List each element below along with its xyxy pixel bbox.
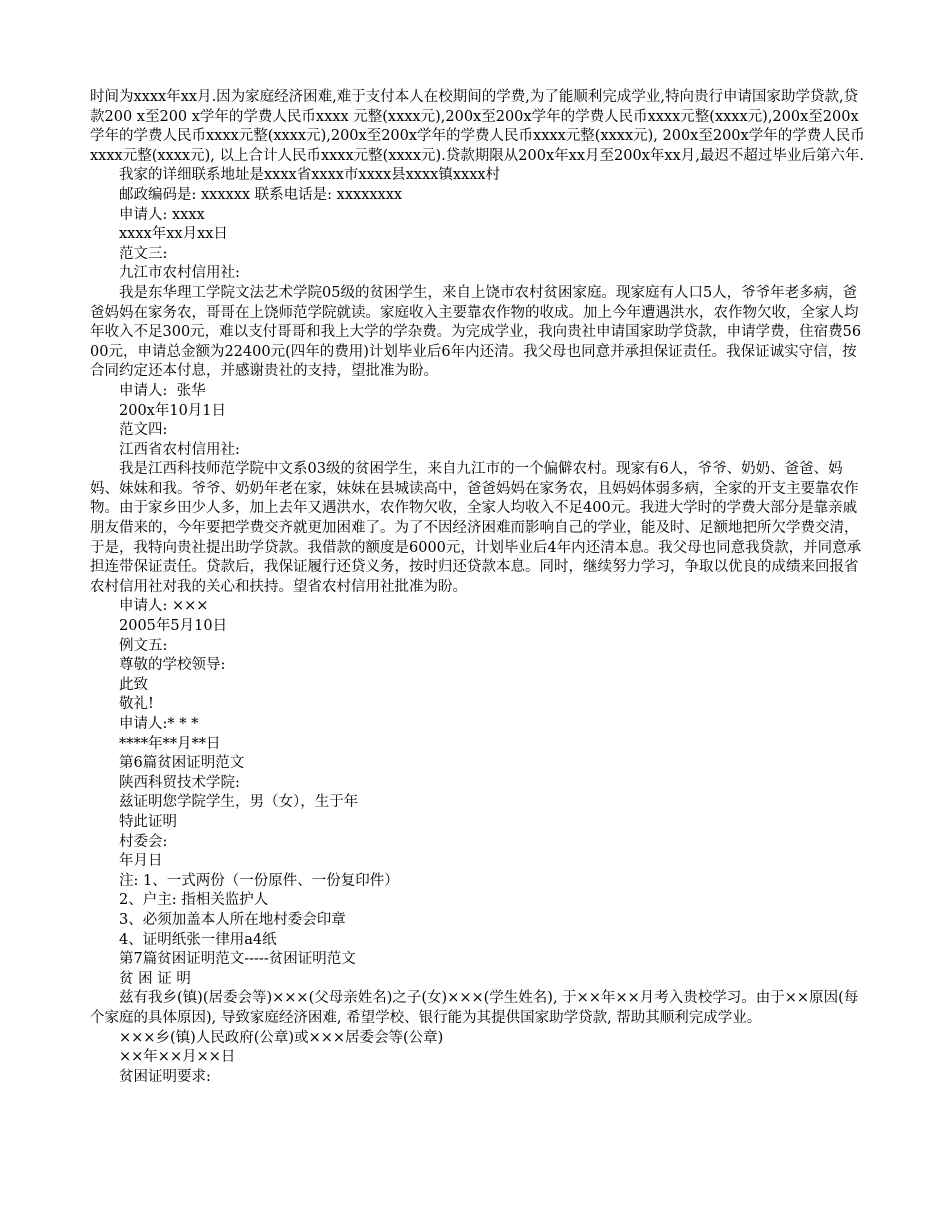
note-line: 2、户主: 指相关监护人 [119,892,269,909]
section-heading-sample-4: 范文四: [119,422,168,439]
paragraph-loan-terms: 时间为xxxx年xx月.因为家庭经济困难,难于支付本人在校期间的学费,为了能顺利完成学业,特向贵行申请国家助学贷款,贷款200 x至200 x学年的学费人民币xxxx 元整(xxxx元),200x至200x学年的学费人民币xxxx元整(xxxx元),200x至200x学年的学费人民币xxxx元整(xxxx元),200x至200x学年的学费人民币xxxx元整(xxxx元), 200x至200x学年的学费人民币xxxx元整(xxxx元), 以上合计人民币xxxx元整(xxxx元).贷款期限从200x年xx月至200x年xx月,最迟不超过毕业后第六年. [90,89,865,164]
section-heading-article-7: 第7篇贫困证明范文-----贫困证明范文 [119,951,356,968]
section-heading-sample-5: 例文五: [119,637,168,654]
applicant-line: 申请人: xxxx [119,206,205,223]
date-line: ****年**月**日 [119,735,221,752]
applicant-line: 申请人:* * * [119,716,199,732]
salutation-jiujiang: 九江市农村信用社: [119,265,240,282]
paragraph-sample-3-body: 我是东华理工学院文法艺术学院05级的贫困学生，来自上饶市农村贫困家庭。现家庭有人口5人，爷爷年老多病，爸爸妈妈在家务农，哥哥在上饶师范学院就读。家庭收入主要靠农作物的收成。加上今年遭遇洪水，农作物欠收，全家人均年收入不足300元，难以支付哥哥和我上大学的学杂费。为完成学业，我向贵社申请国家助学贷款，申请学费，住宿费5600元，申请总金额为22400元(四年的费用)计划毕业后6年内还清。我父母也同意并承担保证责任。我保证诚实守信，按合同约定还本付息，并感谢贵社的支持，望批准为盼。 [90,284,862,380]
section-heading-article-6: 第6篇贫困证明范文 [119,755,245,772]
certificate-line: 特此证明 [119,813,177,830]
closing-line: 此致 [119,676,148,693]
date-line: xxxx年xx月xx日 [119,226,228,243]
applicant-line: 申请人: ××× [119,598,209,615]
paragraph-certificate-body: 兹有我乡(镇)(居委会等)×××(父母亲姓名)之子(女)×××(学生姓名), 于××年××月考入贵校学习。由于××原因(每个家庭的具体原因), 导致家庭经济困难, 希望学校、银行能为其提供国家助学贷款, 帮助其顺利完成学业。 [90,990,859,1026]
certificate-line: 兹证明您学院学生，男（女），生于年 [119,794,359,811]
date-line: 2005年5月10日 [119,618,228,635]
certificate-title: 贫 困 证 明 [119,970,191,987]
date-line: ××年××月××日 [119,1049,236,1066]
salutation-college: 陕西科贸技术学院: [119,774,240,791]
note-line: 4、证明纸张一律用a4纸 [119,931,277,948]
salutation-jiangxi: 江西省农村信用社: [119,441,240,458]
signature-line: 村委会: [119,833,168,850]
salutation-school: 尊敬的学校领导: [119,657,226,674]
note-line: 3、必须加盖本人所在地村委会印章 [119,911,346,928]
applicant-line: 申请人: 张华 [119,382,206,399]
postal-phone-line: 邮政编码是: xxxxxx 联系电话是: xxxxxxxx [119,186,403,203]
requirements-heading: 贫困证明要求: [119,1068,211,1085]
issuer-line: ×××乡(镇)人民政府(公章)或×××居委会等(公章) [119,1029,444,1046]
note-line: 注: 1、一式两份（一份原件、一份复印件） [119,872,399,889]
document-body [90,88,866,1087]
date-line: 200x年10月1日 [119,402,227,419]
closing-line: 敬礼! [119,696,154,713]
date-line: 年月日 [119,853,163,870]
paragraph-sample-4-body: 我是江西科技师范学院中文系03级的贫困学生，来自九江市的一个偏僻农村。现家有6人，爷爷、奶奶、爸爸、妈妈、妹妹和我。爷爷、奶奶年老在家，妹妹在县城读高中，爸爸妈妈在家务农，且妈妈体弱多病，全家的开支主要靠农作物。由于家乡田少人多，加上去年又遇洪水，农作物欠收，全家人均收入不足400元。我进大学时的学费大部分是靠亲戚朋友借来的，今年要把学费交齐就更加困难了。为了不因经济困难而影响自己的学业，能及时、足额地把所欠学费交清，于是，我特向贵社提出助学贷款。我借款的额度是6000元，计划毕业后4年内还清本息。我父母也同意我贷款，并同意承担连带保证责任。贷款后，我保证履行还贷义务，按时归还贷款本息。同时，继续努力学习，争取以优良的成绩来回报省农村信用社对我的关心和扶持。望省农村信用社批准为盼。 [90,461,862,595]
contact-address-line: 我家的详细联系地址是xxxx省xxxx市xxxx县xxxx镇xxxx村 [119,167,501,184]
section-heading-sample-3: 范文三: [119,245,168,262]
